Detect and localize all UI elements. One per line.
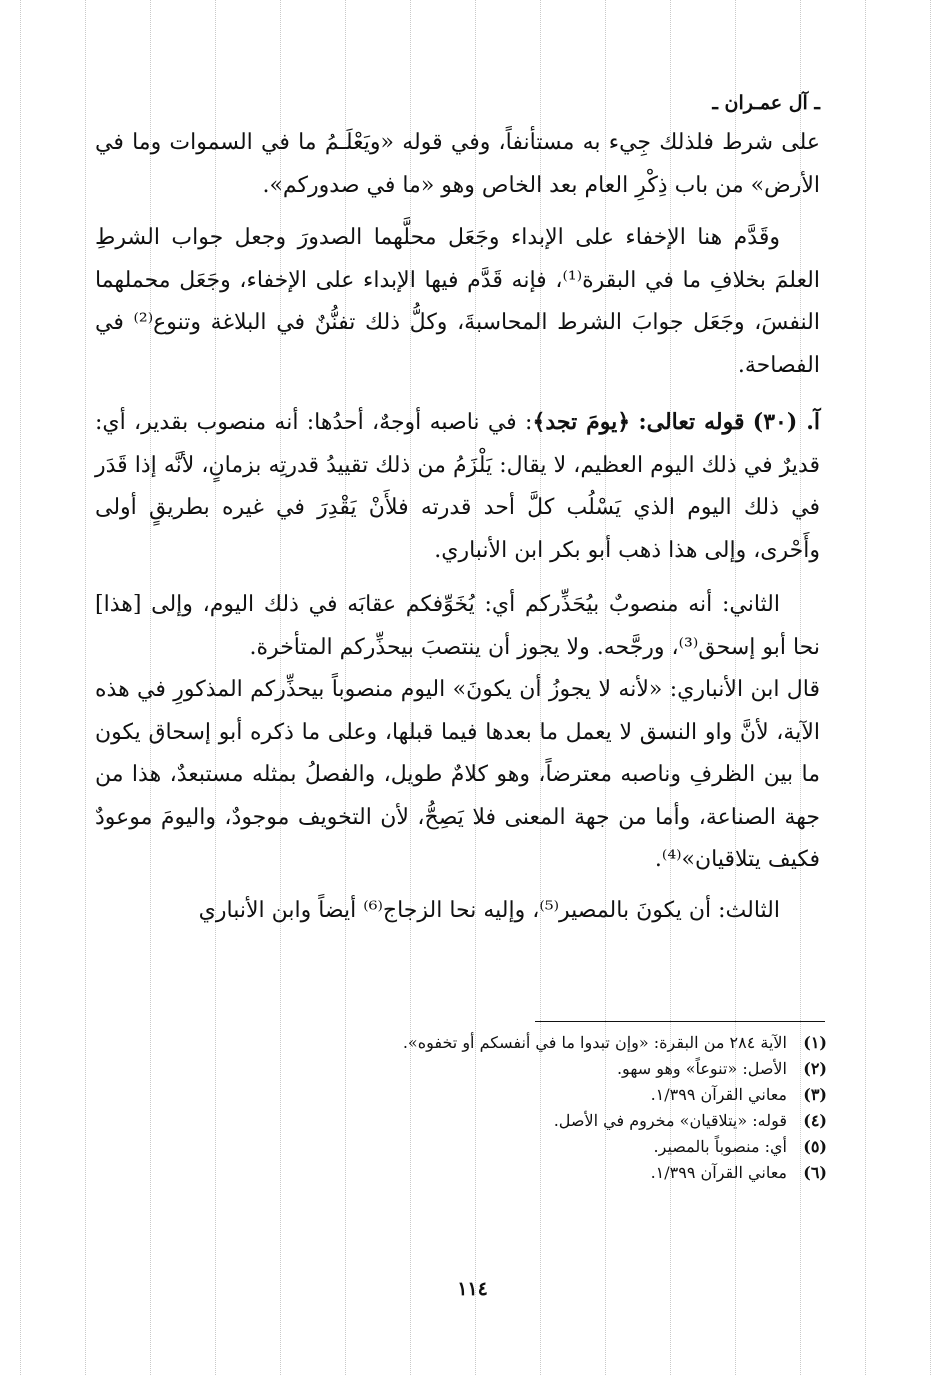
paragraph-verse-30 <box>95 401 820 572</box>
footnote-number: (٤) <box>803 1111 827 1130</box>
scan-guide-line <box>865 0 866 1375</box>
footnote-text: الأصل: «تنوعاً» وهو سهو. <box>616 1059 787 1078</box>
footnote-number: (٦) <box>803 1163 827 1182</box>
verse-quote: ﴿يومَ تجد﴾ <box>532 409 631 435</box>
footnote-item <box>227 1108 827 1134</box>
footnote-number: (٥) <box>803 1137 827 1156</box>
paragraph-2: وقَدَّم هنا الإخفاء على الإبداء وجَعَل محلَّهما الصدورَ وجعل جواب الشرطِ العلمَ بخلافِ ما في البقرة⁽¹⁾، فإنه قَدَّم فيها الإبداء على الإخفاء، وجَعَل محملهما النفسَ، وجَعَل جوابَ الشرط المحاسبةَ، وكلُّ ذلك تفنُّنٌ في البلاغة وتنوع⁽²⁾ في الفصاحة. <box>95 225 821 378</box>
paragraph-1: على شرط فلذلك جِيء به مستأنفاً، وفي قوله «ويَعْلَـمُ ما في السموات وما في الأرض» من باب ذِكْرِ العام بعد الخاص وهو «ما في صدوركم». <box>95 130 820 198</box>
verse-commentary: في ناصبه أوجهٌ، أحدُها: أنه منصوب بقدير، أي: قديرٌ في ذلك اليوم العظيم، لا يقال: يَلْزَمُ من ذلك تقييدُ قدرتِه بزمانٍ، لأنَّه إذا قَدَر في ذلك اليوم الذي يَسْلُب كلَّ أحد قدرته فلأَنْ يَقْدِرَ في غيره بطريقٍ أولى وأَحْرى، وإلى هذا ذهب أبو بكر ابن الأنباري. <box>95 410 820 563</box>
footnote-item <box>227 1160 827 1186</box>
footnote-item <box>227 1134 827 1160</box>
paragraph-second-view: الثاني: أنه منصوبٌ بيُحَذِّركم أي: يُخَوِّفكم عقابَه في ذلك اليوم، وإلى [هذا] نحا أبو إسحق⁽³⁾، ورجَّحه. ولا يجوز أن ينتصبَ بيحذِّركم المتأخرة. <box>95 592 820 660</box>
verse-colon: : <box>525 410 533 435</box>
paragraph-third-view: الثالث: أن يكونَ بالمصير⁽⁵⁾، وإليه نحا الزجاج⁽⁶⁾ أيضاً وابن الأنباري <box>198 897 780 923</box>
footnote-item <box>227 1056 827 1082</box>
scan-guide-line <box>930 0 931 1375</box>
footnote-item <box>227 1082 827 1108</box>
paragraph-ibn-al-anbari-quote: قال ابن الأنباري: «لأنه لا يجوزُ أن يكونَ» اليوم منصوباً بيحذِّركم المذكورِ في هذه الآية، لأنَّ واو النسق لا يعمل ما بعدها فيما قبلها، وعلى ما ذكره أبو إسحاق يكون ما بين الظرفِ وناصبه معترضاً، وهو كلامٌ طويل، والفصلُ بمثله مستبعدٌ، هذا من جهة الصناعة، وأما من جهة المعنى فلا يَصِحُّ، لأن التخويف موجودٌ، واليومَ موعودٌ فكيف يتلاقيان»⁽⁴⁾. <box>95 677 820 872</box>
page-body <box>95 88 820 932</box>
scan-guide-line <box>20 0 21 1375</box>
footnote-number: (٣) <box>803 1085 827 1104</box>
scan-guide-line <box>85 0 86 1375</box>
footnote-number: (٢) <box>803 1059 827 1078</box>
footnotes <box>227 1030 827 1186</box>
running-header: ـ آل عمـران ـ <box>712 92 820 114</box>
footnote-text: معاني القرآن ١/٣٩٩. <box>650 1085 787 1104</box>
footnote-number: (١) <box>803 1033 827 1052</box>
verse-lead: قوله تعالى: <box>638 409 745 435</box>
footnote-text: قوله: «يتلاقيان» مخروم في الأصل. <box>553 1111 787 1130</box>
footnote-separator <box>535 1021 825 1022</box>
verse-number: آ. (٣٠) <box>752 409 821 435</box>
page-number: ١١٤ <box>457 1278 488 1300</box>
footnote-text: الآية ٢٨٤ من البقرة: «وإن تبدوا ما في أنفسكم أو تخفوه». <box>402 1033 787 1052</box>
footnote-item <box>227 1030 827 1056</box>
footnote-text: أي: منصوباً بالمصير. <box>653 1137 787 1156</box>
footnote-text: معاني القرآن ١/٣٩٩. <box>650 1163 787 1182</box>
